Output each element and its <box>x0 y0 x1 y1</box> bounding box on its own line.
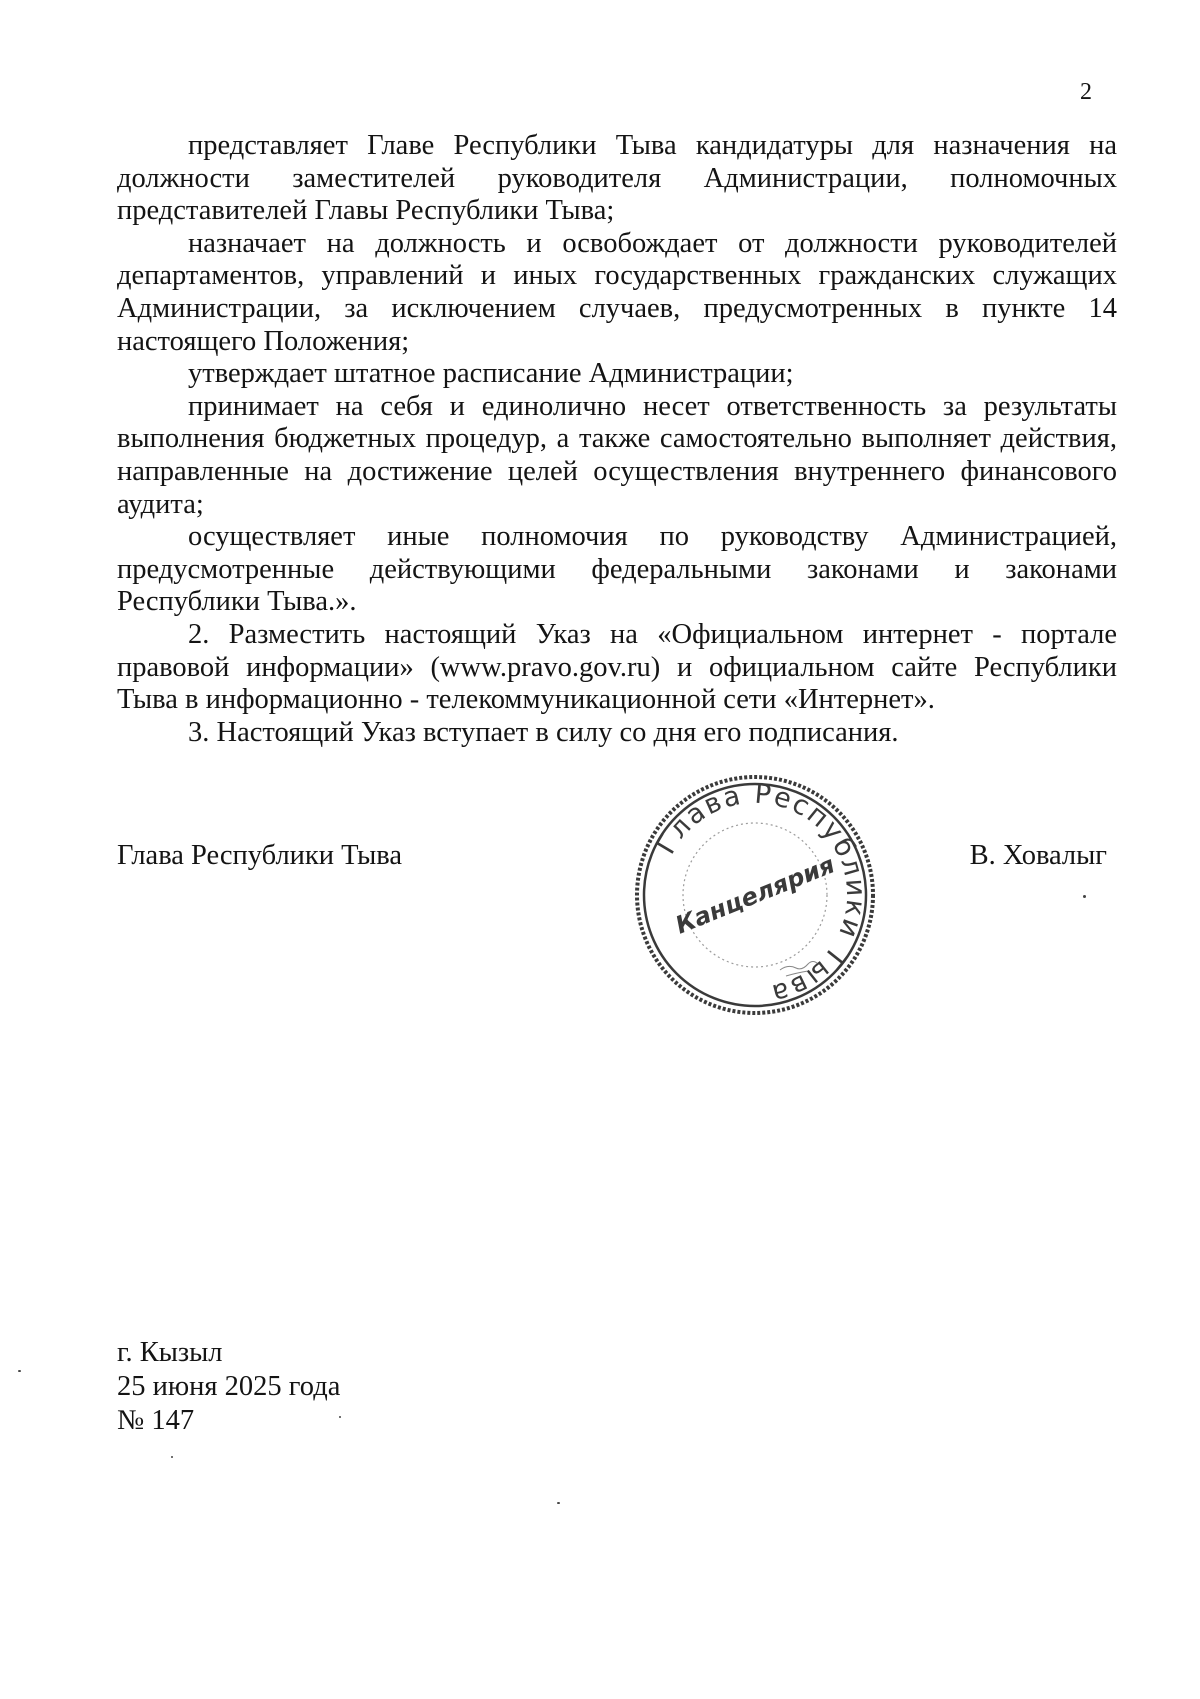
document-footer <box>117 1336 340 1438</box>
signature-block <box>117 840 1117 880</box>
paragraph: назначает на должность и освобождает от должности руководителей департаментов, управлений и иных государственных гражданских служащих Администрации, за исключением случаев, предусмотренных в пункте 14 настоящего Положения; <box>117 227 1117 357</box>
scan-speck <box>18 1370 21 1372</box>
signer-name: В. Ховалыг <box>969 840 1107 871</box>
issue-date: 25 июня 2025 года <box>117 1371 341 1402</box>
paragraph: 2. Разместить настоящий Указ на «Официальном интернет - портале правовой информации» (www.pravo.gov.ru) и официальном сайте Республики Тыва в информационно - телекоммуникационной сети «Интернет». <box>117 618 1117 716</box>
scan-speck <box>171 1456 173 1458</box>
scan-speck <box>1083 895 1086 898</box>
paragraph: осуществляет иные полномочия по руководству Администрацией, предусмотренные действующими федеральными законами и законами Республики Тыва.». <box>117 521 1117 618</box>
scan-speck <box>557 1502 560 1504</box>
issue-city: г. Кызыл <box>117 1337 223 1368</box>
seal-outer-text: Глава Республики Тыва <box>650 778 872 1010</box>
page-number: 2 <box>1080 79 1092 105</box>
paragraph: принимает на себя и единолично несет ответственность за результаты выполнения бюджетных процедур, а также самостоятельно выполняет действия, направленные на достижение целей осуществления внутреннего финансового аудита; <box>117 390 1117 520</box>
paragraph: 3. Настоящий Указ вступает в силу со дня его подписания. <box>188 716 899 748</box>
official-seal-stamp <box>630 770 880 1020</box>
document-number: № 147 <box>117 1405 195 1436</box>
paragraph: представляет Главе Республики Тыва кандидатуры для назначения на должности заместителей руководителя Администрации, полномочных представителей Главы Республики Тыва; <box>117 130 1117 227</box>
signer-title: Глава Республики Тыва <box>117 840 403 871</box>
paragraph: утверждает штатное расписание Администрации; <box>188 358 794 390</box>
seal-center-text: Канцелярия <box>671 850 839 940</box>
document-body <box>117 130 1117 749</box>
scan-speck <box>339 1416 341 1418</box>
